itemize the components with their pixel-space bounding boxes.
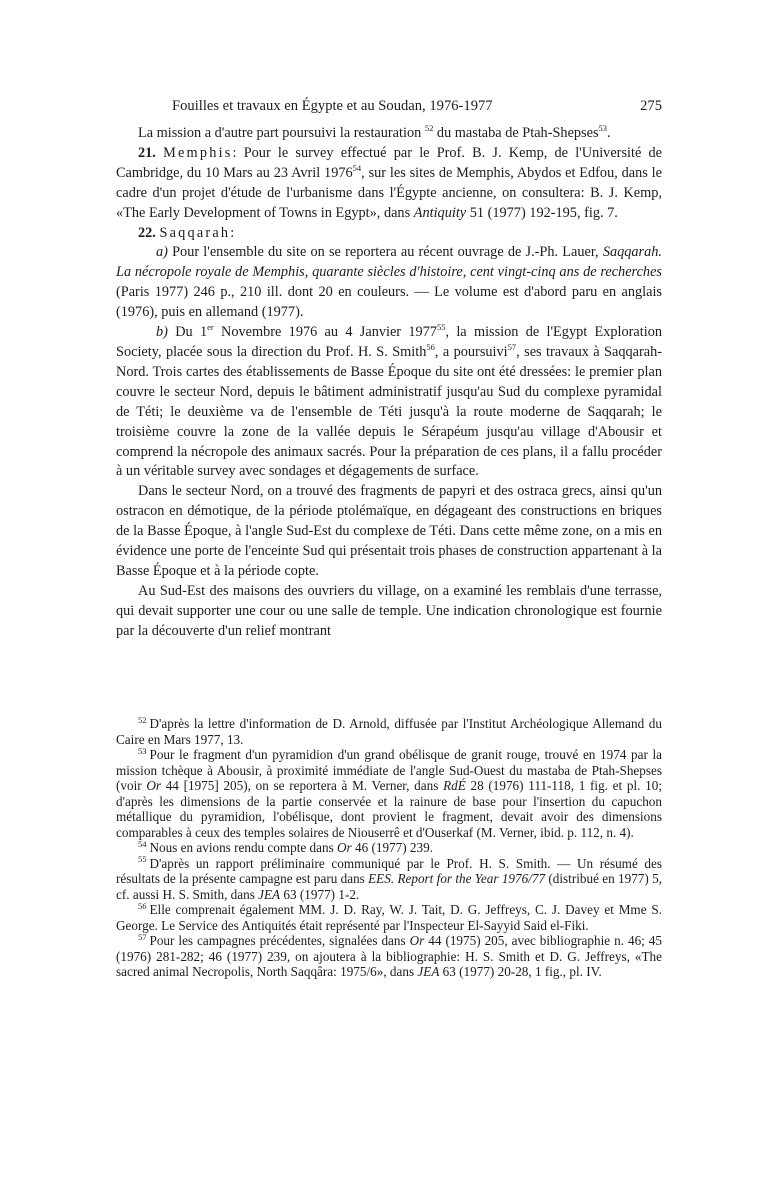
footnote-ref-54: 54 <box>352 163 362 174</box>
running-header <box>172 97 662 115</box>
footnote-ref-55: 55 <box>436 322 446 333</box>
footnote-53: $^{53}$ Pour le fragment d'un pyramidion d'un grand obélisque de granit rouge, trouvé en 1974 par la mission tchèque à Abousir, à proximité immédiate de l'angle Sud-Ouest du mastaba de Ptah-Shepses (voir Or 44 [1975] 205), on se reportera à M. Verner, dans RdÉ 28 (1976) 111-118, 1 fig. et pl. 10; d'après les dimensions de la partie conservée et la rainure de base pour l'insertion du capuchon métallique du pyramidion, l'obélisque, dont provient le fragment, devait avoir des dimensions comparables à ceux des temples solaires de Niouserrê et d'Ouserkaf (M. Verner, ibid. p. 112, n. 4). <box>116 745 663 840</box>
footnote-ref-57: 57 <box>507 342 517 353</box>
section-22-saqqarah: 22. Saqqarah: <box>138 224 235 241</box>
paragraph-restoration: La mission a d'autre part poursuivi la restauration $^{52}$ du mastaba de Ptah-Shepses$^{53}$. <box>138 123 611 141</box>
footnotes <box>116 716 662 980</box>
journal-title: Antiquity <box>413 204 467 221</box>
book-title: Saqqarah. La nécropole royale de Memphis, quarante siècles d'histoire, cent vingt-cinq ans de recherches <box>116 244 662 281</box>
site-name: Memphis <box>163 144 233 161</box>
section-number: 21. <box>138 144 156 161</box>
footnote-56: $^{56}$ Elle comprenait également MM. J. D. Ray, W. J. Tait, D. G. Jeffreys, C. J. Davey et Mme S. George. Le Service des Antiquités était représenté par l'Inspecteur El-Sayyid Said el-Fiki. <box>116 900 662 933</box>
footnote-52: $^{52}$ D'après la lettre d'information de D. Arnold, diffusée par l'Institut Archéologique Allemand du Caire en Mars 1977, 13. <box>116 714 662 747</box>
section-21-memphis: 21. Memphis: Pour le survey effectué par le Prof. B. J. Kemp, de l'Université de Cambridge, du 10 Mars au 23 Avril 1976$^{54}$, sur les sites de Memphis, Abydos et Edfou, dans le cadre d'un projet d'étude de l'urbanisme dans l'Égypte ancienne, on consultera: B. J. Kemp, «The Early Development of Towns in Egypt», dans Antiquity 51 (1977) 192-195, fig. 7. <box>116 144 663 221</box>
item-label: a) <box>156 244 168 261</box>
footnote-ref-56: 56 <box>426 342 435 353</box>
footnote-ref-52: 52 <box>424 123 434 134</box>
page-number: 275 <box>640 98 662 114</box>
site-name: Saqqarah <box>159 224 231 241</box>
item-label: b) <box>156 324 168 341</box>
subsection-a: a) Pour l'ensemble du site on se reportera au récent ouvrage de J.-Ph. Lauer, Saqqarah. La nécropole royale de Memphis, quarante siècles d'histoire, cent vingt-cinq ans de recherches (Paris 1977) 246 p., 210 ill. dont 20 en couleurs. — Le volume est d'abord paru en anglais (1976), puis en allemand (1977). <box>116 244 662 321</box>
footnote-54: $^{54}$ Nous en avions rendu compte dans Or 46 (1977) 239. <box>138 838 434 855</box>
section-number: 22. <box>138 224 156 241</box>
main-text <box>116 124 662 642</box>
subsection-b: b) Du 1er Novembre 1976 au 4 Janvier 1977$^{55}$, la mission de l'Egypt Exploration Society, placée sous la direction du Prof. H. S. Smith$^{56}$, a poursuivi$^{57}$, ses travaux à Saqqarah-Nord. Trois cartes des établissements de Basse Époque du site ont été dressées: le premier plan couvre le secteur Nord, depuis le bâtiment administratif jusqu'au Sud du complexe pyramidal de Téti; le deuxième va de l'ensemble de Téti jusqu'à la route moderne de Saqqarah; le troisième couvre la zone de la vallée depuis le Sérapéum jusqu'au village d'Abousir et comprend la nécropole des animaux sacrés. Pour la préparation de ces plans, il a fallu procéder à un véritable survey avec sondages et dégagements de surface. <box>116 322 663 480</box>
footnote-ref-53: 53 <box>598 123 608 134</box>
running-title: Fouilles et travaux en Égypte et au Soudan, 1976-1977 <box>172 98 493 114</box>
paragraph-secteur-nord: Dans le secteur Nord, on a trouvé des fragments de papyri et des ostraca grecs, ainsi qu'un ostracon en démotique, de la période ptolémaïque, en dégageant des constructions en briques de la Basse Époque, à l'angle Sud-Est du complexe de Téti. Dans cette même zone, on a mis en évidence une porte de l'enceinte Sud qui présentait trois phases de construction appartenant à la Basse Époque et à la période copte. <box>116 483 662 579</box>
footnote-57: $^{57}$ Pour les campagnes précédentes, signalées dans Or 44 (1975) 205, avec bibliographie n. 46; 45 (1976) 281-282; 46 (1977) 239, on ajoutera à la bibliographie: H. S. Smith et D. G. Jeffreys, «The sacred animal Necropolis, North Saqqâra: 1975/6», dans JEA 63 (1977) 20-28, 1 fig., pl. IV. <box>116 931 662 979</box>
paragraph-sud-est: Au Sud-Est des maisons des ouvriers du village, on a examiné les remblais d'une terrasse, qui devait supporter une cour ou une salle de temple. Une indication chronologique est fournie par la découverte d'un relief montrant <box>116 582 662 639</box>
footnote-55: $^{55}$ D'après un rapport préliminaire communiqué par le Prof. H. S. Smith. — Un résumé des résultats de la présente campagne est paru dans EES. Report for the Year 1976/77 (distribué en 1977) 5, cf. aussi H. S. Smith, dans JEA 63 (1977) 1-2. <box>116 854 662 902</box>
